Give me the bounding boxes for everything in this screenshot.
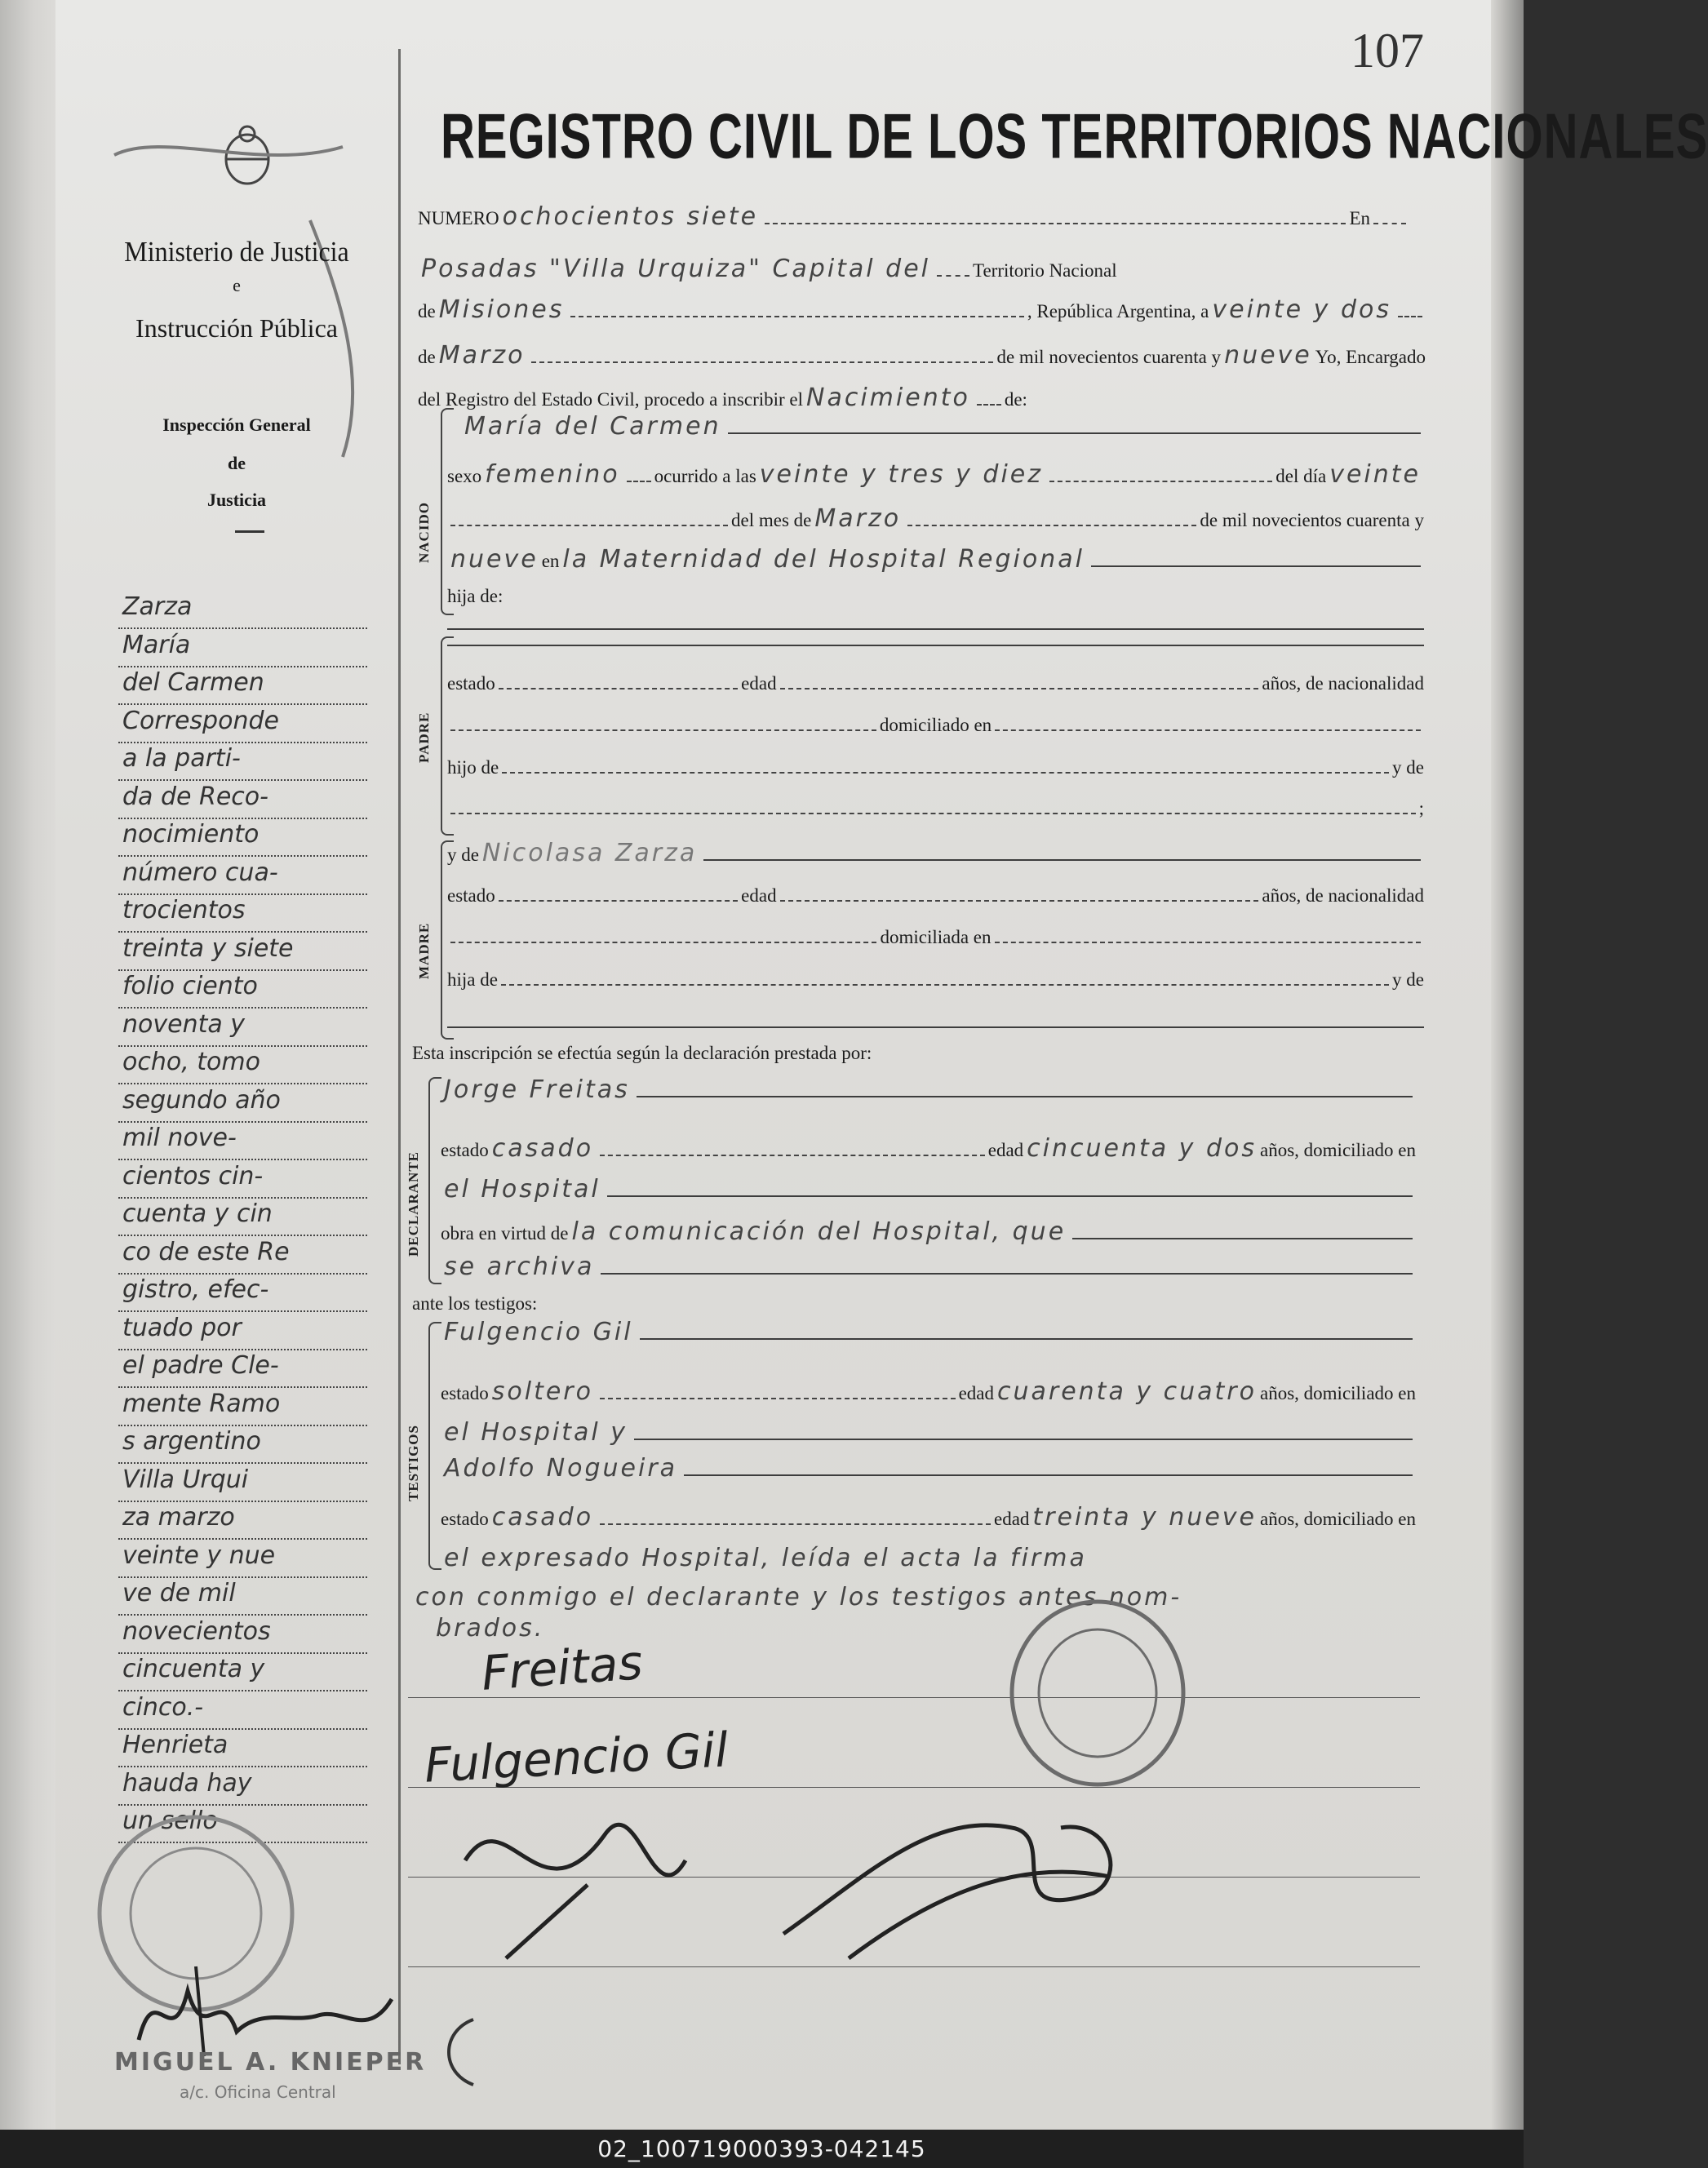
en-label: en bbox=[541, 551, 560, 571]
row-madre-name bbox=[447, 839, 1424, 867]
fill-line bbox=[684, 1474, 1413, 1476]
margin-rule bbox=[118, 854, 367, 857]
fill-line bbox=[728, 432, 1421, 434]
margin-note-line: noventa y bbox=[122, 1009, 246, 1039]
margin-rule bbox=[118, 1727, 367, 1730]
rule bbox=[447, 1026, 1424, 1028]
fill-line bbox=[531, 361, 993, 363]
margin-rule bbox=[118, 930, 367, 933]
row-hija bbox=[447, 586, 503, 607]
fill-line bbox=[600, 1154, 985, 1156]
declarante-estado: casado bbox=[491, 1134, 594, 1163]
margin-rule bbox=[118, 1196, 367, 1199]
margin-note-line: treinta y siete bbox=[122, 933, 294, 963]
lugar-value: la Maternidad del Hospital Regional bbox=[562, 545, 1085, 574]
rule bbox=[447, 645, 1424, 646]
padre-yde-label: y de bbox=[1392, 757, 1424, 778]
numero-label: NUMERO bbox=[418, 208, 499, 228]
fill-line bbox=[450, 524, 728, 526]
margin-note-line: tuado por bbox=[122, 1313, 242, 1342]
row-month bbox=[418, 341, 1426, 370]
de-label: de bbox=[418, 301, 436, 321]
margin-note-line: Zarza bbox=[122, 592, 193, 621]
t2-estado-label: estado bbox=[441, 1509, 489, 1529]
row-sexo bbox=[447, 460, 1424, 489]
t1-name: Fulgencio Gil bbox=[444, 1318, 633, 1346]
fill-line bbox=[1072, 1237, 1413, 1239]
t1-domicilio: el Hospital y bbox=[444, 1418, 628, 1447]
ministry-sub1: Inspección General bbox=[162, 415, 311, 435]
declarante-estado-label: estado bbox=[441, 1140, 489, 1160]
margin-note-line: ocho, tomo bbox=[122, 1048, 260, 1076]
row-numero bbox=[418, 202, 1409, 231]
fill-line bbox=[499, 899, 738, 902]
t1-anios-label: años, domiciliado en bbox=[1260, 1383, 1416, 1403]
dia-value: veinte bbox=[1329, 460, 1421, 489]
margin-rule bbox=[118, 1424, 367, 1426]
page-number: 107 bbox=[1351, 24, 1424, 78]
declarante-obra2: se archiva bbox=[444, 1252, 595, 1281]
margin-note-line: mente Ramo bbox=[122, 1389, 281, 1418]
margin-note-line: gistro, efec- bbox=[122, 1275, 269, 1304]
fill-line bbox=[1049, 480, 1272, 482]
madre-anios-label: años, de nacionalidad bbox=[1262, 885, 1424, 906]
margin-note-line: número cua- bbox=[122, 858, 278, 887]
fill-line bbox=[640, 1337, 1413, 1340]
fill-line bbox=[703, 858, 1421, 861]
stamp-name: MIGUEL A. KNIEPER bbox=[114, 2048, 427, 2077]
declarante-anios-label: años, domiciliado en bbox=[1260, 1140, 1416, 1160]
mes-value: Marzo bbox=[814, 504, 902, 533]
margin-rule bbox=[118, 741, 367, 743]
padre-hijo-label: hijo de bbox=[447, 757, 499, 778]
margin-note-line: a la parti- bbox=[122, 744, 241, 773]
row-madre-dom bbox=[447, 927, 1424, 948]
t2-domicilio: el expresado Hospital, leída el acta la firma bbox=[444, 1544, 1087, 1572]
margin-note-line: cincuenta y bbox=[122, 1655, 265, 1683]
t1-estado: soltero bbox=[491, 1377, 593, 1406]
t2-estado: casado bbox=[491, 1503, 594, 1532]
margin-note-line: cinco.- bbox=[122, 1692, 204, 1722]
margin-rule bbox=[118, 1158, 367, 1160]
margin-note-line: el padre Cle- bbox=[122, 1351, 279, 1380]
row-t2-estado bbox=[441, 1503, 1416, 1532]
testigos-label bbox=[412, 1293, 537, 1315]
row-lugar bbox=[447, 545, 1424, 574]
madre-label: MADRE bbox=[416, 922, 432, 979]
declarante-label: DECLARANTE bbox=[406, 1151, 421, 1257]
fill-line bbox=[637, 1095, 1413, 1097]
stamp-sub: a/c. Oficina Central bbox=[180, 2082, 336, 2102]
t2-name: Adolfo Nogueira bbox=[444, 1454, 678, 1483]
margin-divider bbox=[398, 49, 401, 2064]
margin-note-line: un sello bbox=[122, 1807, 218, 1835]
t2-anios-label: años, domiciliado en bbox=[1260, 1509, 1416, 1529]
nacido-name: María del Carmen bbox=[464, 412, 721, 441]
margin-rule bbox=[118, 1803, 367, 1806]
t2-edad: treinta y nueve bbox=[1032, 1503, 1257, 1532]
madre-estado-label: estado bbox=[447, 885, 495, 906]
row-registro bbox=[418, 384, 1299, 412]
margin-rule bbox=[118, 1272, 367, 1275]
margin-rule bbox=[118, 1537, 367, 1540]
fill-line bbox=[607, 1195, 1413, 1197]
margin-note-line: folio ciento bbox=[122, 972, 258, 1000]
t1-edad: cuarenta y cuatro bbox=[996, 1377, 1257, 1406]
row-territorio bbox=[418, 295, 1426, 324]
en-label: En bbox=[1349, 208, 1370, 228]
row-t2-name bbox=[441, 1454, 1416, 1483]
acto-value: Nacimiento bbox=[806, 384, 970, 412]
fill-line bbox=[1091, 565, 1421, 567]
page-edge bbox=[1491, 0, 1524, 2130]
territorio-label: Territorio Nacional bbox=[973, 260, 1117, 281]
madre-domiciliada-label: domiciliada en bbox=[880, 927, 992, 947]
row-madre-estado bbox=[447, 885, 1424, 907]
fill-line bbox=[570, 315, 1024, 317]
row-declarante-name bbox=[441, 1075, 1416, 1104]
bracket-mark-icon bbox=[433, 2015, 481, 2089]
fill-line bbox=[499, 687, 738, 689]
rule bbox=[447, 628, 1424, 630]
fill-line bbox=[977, 403, 1001, 406]
fill-line bbox=[634, 1438, 1413, 1440]
de2-label: de bbox=[418, 347, 436, 367]
fill-line bbox=[995, 729, 1421, 731]
ministry-sub3: Justicia bbox=[206, 490, 267, 510]
row-declarante-estado bbox=[441, 1134, 1416, 1163]
hora-value: veinte y tres y diez bbox=[759, 460, 1043, 489]
row-madre-hija bbox=[447, 969, 1424, 991]
signature-testigo1: Fulgencio Gil bbox=[423, 1722, 730, 1793]
hija-label: hija de: bbox=[447, 586, 504, 606]
fill-line bbox=[937, 274, 969, 277]
margin-rule bbox=[118, 1348, 367, 1350]
padre-anios-label: años, de nacionalidad bbox=[1262, 673, 1424, 694]
row-nacido-name bbox=[461, 412, 1424, 441]
row-place bbox=[418, 255, 1426, 283]
footer-id: 02_100719000393-042145 bbox=[0, 2130, 1524, 2168]
margin-note-line: da de Reco- bbox=[122, 782, 268, 811]
margin-rule bbox=[118, 1576, 367, 1578]
margin-rule bbox=[118, 893, 367, 895]
madre-hija-label: hija de bbox=[447, 969, 498, 990]
ministry-line2: e bbox=[233, 275, 241, 295]
row-t1-estado bbox=[441, 1377, 1416, 1406]
margin-rule bbox=[118, 1385, 367, 1388]
ministry-line3: Instrucción Pública bbox=[135, 313, 338, 343]
ministry-rule bbox=[235, 530, 264, 533]
republica-label: , República Argentina, a bbox=[1027, 301, 1209, 321]
declarante-domicilio: el Hospital bbox=[444, 1175, 601, 1204]
anio-value: nueve bbox=[450, 545, 539, 574]
declarante-name: Jorge Freitas bbox=[444, 1075, 630, 1104]
margin-rule bbox=[118, 1651, 367, 1654]
testigos-text: ante los testigos: bbox=[412, 1293, 538, 1314]
row-closing bbox=[412, 1583, 1416, 1612]
madre-edad-label: edad bbox=[741, 885, 777, 906]
madre-yde-label: y de bbox=[447, 845, 479, 865]
margin-rule bbox=[118, 665, 367, 667]
rule bbox=[408, 1697, 1420, 1698]
mes-label: del mes de bbox=[731, 510, 812, 530]
padre-label: PADRE bbox=[416, 712, 432, 763]
declaracion-label bbox=[412, 1043, 872, 1064]
row-declarante-obra bbox=[441, 1217, 1416, 1246]
margin-note-line: cuenta y cin bbox=[122, 1199, 273, 1228]
signature-scribbles-icon bbox=[441, 1762, 1257, 1975]
day-value: veinte y dos bbox=[1212, 295, 1391, 324]
month-value: Marzo bbox=[438, 341, 526, 370]
signature-declarante: Freitas bbox=[479, 1634, 645, 1701]
madre-yde2-label: y de bbox=[1392, 969, 1424, 990]
margin-rule bbox=[118, 1234, 367, 1236]
fill-line bbox=[501, 983, 1389, 986]
territorio-value: Misiones bbox=[438, 295, 565, 324]
row-mes bbox=[447, 504, 1424, 533]
ministry-sub2: de bbox=[228, 453, 246, 473]
declaracion-text: Esta inscripción se efectúa según la declaración prestada por: bbox=[412, 1043, 872, 1063]
declarante-edad-label: edad bbox=[987, 1140, 1024, 1160]
fill-line bbox=[600, 1523, 991, 1525]
margin-note-line: mil nove- bbox=[122, 1124, 237, 1152]
margin-rule bbox=[118, 1765, 367, 1767]
padre-estado-label: estado bbox=[447, 673, 495, 694]
madre-name: Nicolasa Zarza bbox=[481, 839, 698, 867]
sexo-value: femenino bbox=[485, 460, 620, 489]
fill-line bbox=[907, 524, 1196, 526]
fill-line bbox=[1398, 315, 1422, 317]
fill-line bbox=[450, 941, 876, 943]
t1-edad-label: edad bbox=[958, 1383, 994, 1403]
row-padre-end bbox=[447, 798, 1424, 819]
closing-line: con conmigo el declarante y los testigos antes nom- bbox=[415, 1583, 1182, 1612]
padre-domiciliado-label: domiciliado en bbox=[879, 715, 992, 735]
margin-note-line: Corresponde bbox=[122, 706, 279, 735]
margin-rule bbox=[118, 1082, 367, 1084]
de3-label: de: bbox=[1004, 389, 1027, 410]
margin-note-line: segundo año bbox=[122, 1085, 281, 1115]
page-title: REGISTRO CIVIL DE LOS TERRITORIOS NACIONALES bbox=[441, 100, 1708, 173]
margin-note-line: za marzo bbox=[122, 1503, 235, 1532]
margin-rule bbox=[118, 1120, 367, 1123]
fill-line bbox=[627, 480, 651, 482]
row-declarante-obra2 bbox=[441, 1252, 1416, 1281]
row-t1-name bbox=[441, 1318, 1416, 1346]
official-stamp-icon bbox=[1004, 1595, 1191, 1791]
margin-rule bbox=[118, 1689, 367, 1691]
ministry-line1: Ministerio de Justicia bbox=[124, 235, 349, 268]
row-closing2 bbox=[433, 1614, 548, 1643]
margin-note-line: novecientos bbox=[122, 1616, 271, 1646]
margin-note-line: Henrieta bbox=[122, 1731, 228, 1759]
declarante-obra-label: obra en virtud de bbox=[441, 1223, 569, 1244]
fill-line bbox=[780, 899, 1259, 902]
margin-rule bbox=[118, 703, 367, 705]
fill-line bbox=[502, 771, 1389, 774]
margin-note-line: hauda hay bbox=[122, 1768, 252, 1798]
margin-rule bbox=[118, 1500, 367, 1502]
margin-note-line: co de este Re bbox=[122, 1237, 290, 1266]
registro-label: del Registro del Estado Civil, procedo a inscribir el bbox=[418, 389, 804, 410]
padre-edad-label: edad bbox=[741, 673, 777, 694]
anio-label: de mil novecientos cuarenta y bbox=[1200, 510, 1424, 530]
yo-label: Yo, Encargado bbox=[1315, 347, 1426, 367]
fill-line bbox=[780, 687, 1259, 689]
ocurrido-label: ocurrido a las bbox=[654, 466, 756, 486]
margin-note-line: trocientos bbox=[122, 896, 246, 924]
margin-note-line: s argentino bbox=[122, 1427, 261, 1456]
row-padre-estado bbox=[447, 673, 1424, 694]
t2-edad-label: edad bbox=[994, 1509, 1030, 1529]
year-value: nueve bbox=[1224, 341, 1312, 370]
margin-rule bbox=[118, 627, 367, 629]
margin-rule bbox=[118, 778, 367, 781]
padre-semicolon: ; bbox=[1418, 798, 1424, 818]
closing-line2: brados. bbox=[436, 1614, 545, 1643]
fill-line bbox=[601, 1272, 1413, 1275]
fill-line bbox=[765, 222, 1346, 224]
margin-rule bbox=[118, 1006, 367, 1009]
margin-rule bbox=[118, 817, 367, 819]
row-padre-hijo bbox=[447, 757, 1424, 778]
row-declarante-dom bbox=[441, 1175, 1416, 1204]
declarante-bracket bbox=[428, 1077, 441, 1284]
declarante-edad: cincuenta y dos bbox=[1027, 1134, 1257, 1163]
row-t2-dom bbox=[441, 1544, 1416, 1572]
dia-label: del día bbox=[1275, 466, 1327, 486]
row-padre-dom bbox=[447, 715, 1424, 736]
fill-line bbox=[450, 729, 876, 731]
margin-rule bbox=[118, 1461, 367, 1464]
place-value: Posadas "Villa Urquiza" Capital del bbox=[421, 255, 931, 283]
margin-note-line: nocimiento bbox=[122, 820, 260, 849]
margin-note-line: ve de mil bbox=[122, 1579, 236, 1607]
margin-rule bbox=[118, 1310, 367, 1312]
sexo-label: sexo bbox=[447, 466, 482, 486]
numero-value: ochocientos siete bbox=[502, 202, 759, 231]
declarante-obra: la comunicación del Hospital, que bbox=[571, 1217, 1067, 1246]
margin-note-line: del Carmen bbox=[122, 668, 264, 697]
fill-line bbox=[995, 941, 1421, 943]
margin-note-line: Villa Urqui bbox=[122, 1465, 249, 1494]
testigos-bracket bbox=[428, 1322, 441, 1570]
year-label: de mil novecientos cuarenta y bbox=[996, 347, 1222, 367]
margin-rule bbox=[118, 1044, 367, 1047]
testigos-section-label: TESTIGOS bbox=[406, 1425, 421, 1501]
fill-line bbox=[600, 1397, 956, 1399]
row-t1-dom bbox=[441, 1418, 1416, 1447]
fill-line bbox=[1373, 222, 1406, 224]
margin-note-line: cientos cin- bbox=[122, 1161, 264, 1190]
t1-estado-label: estado bbox=[441, 1383, 489, 1403]
fill-line bbox=[450, 812, 1416, 814]
margin-rule bbox=[118, 1613, 367, 1616]
margin-note-line: veinte y nue bbox=[122, 1541, 276, 1570]
margin-rule bbox=[118, 969, 367, 971]
page-binding bbox=[0, 0, 55, 2130]
margin-note-line: María bbox=[122, 630, 191, 659]
nacido-label: NACIDO bbox=[416, 502, 432, 563]
